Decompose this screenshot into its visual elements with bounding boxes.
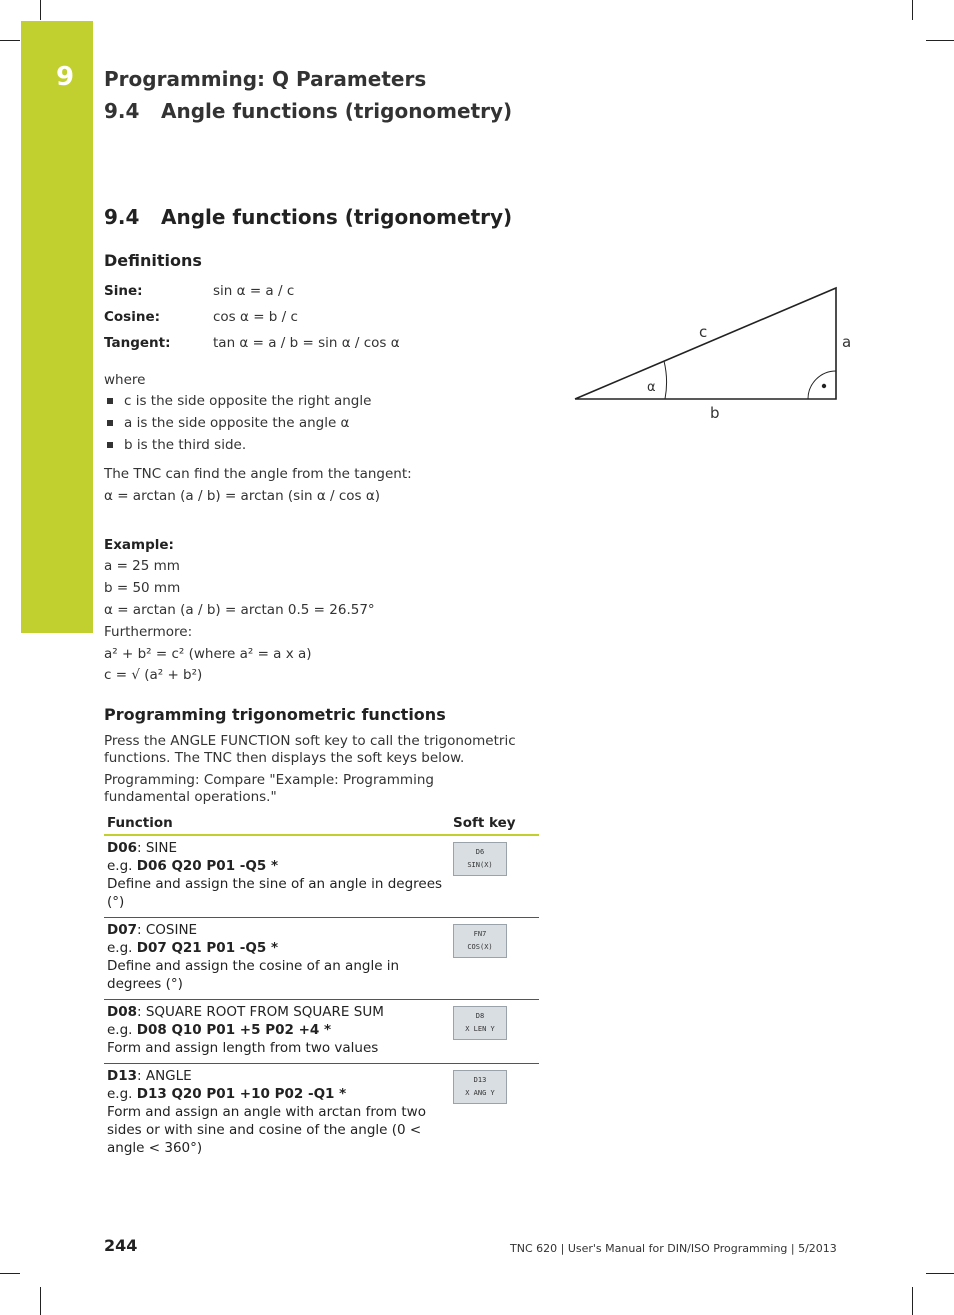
function-description: Form and assign an angle with arctan from two sides or with sine and cosine of the angle (0 < angle < 360°) (107, 1104, 426, 1156)
function-description: Form and assign length from two values (107, 1040, 379, 1056)
bullet-text: b is the third side. (124, 437, 247, 453)
function-description: Define and assign the sine of an angle in degrees (°) (107, 876, 443, 910)
function-example: D07 Q21 P01 -Q5 * (136, 940, 279, 956)
section-number: 9.4 (104, 205, 140, 229)
def-value-sine: sin α = a / c (213, 283, 295, 299)
function-name: : SQUARE ROOT FROM SQUARE SUM (137, 1004, 384, 1020)
function-name: : ANGLE (137, 1068, 192, 1084)
def-value-cosine: cos α = b / c (213, 309, 298, 325)
function-example: D08 Q10 P01 +5 P02 +4 * (136, 1022, 332, 1038)
table-row (104, 1000, 539, 1064)
bullet-marker (107, 442, 113, 448)
softkey-cell (450, 918, 539, 1000)
crop-mark (912, 0, 913, 20)
running-section-title: Angle functions (trigonometry) (161, 99, 513, 123)
softkey-line-2: X LEN Y (465, 1025, 495, 1033)
definitions-heading: Definitions (104, 251, 202, 270)
table-header-row (104, 813, 539, 835)
chapter-title: Programming: Q Parameters (104, 67, 427, 91)
softkey-square-root-sum[interactable] (453, 1006, 507, 1040)
page-number: 244 (104, 1236, 138, 1255)
crop-mark (40, 1287, 41, 1315)
def-value-tangent: tan α = a / b = sin α / cos α (213, 335, 400, 351)
functions-table (104, 813, 539, 1163)
triangle-diagram (560, 280, 860, 430)
example-line: α = arctan (a / b) = arctan 0.5 = 26.57° (104, 602, 375, 618)
softkey-cell (450, 835, 539, 918)
right-angle-dot (822, 384, 826, 388)
softkey-line-2: X ANG Y (465, 1089, 495, 1097)
crop-mark (926, 1273, 954, 1274)
softkey-cosine[interactable] (453, 924, 507, 958)
function-example: D13 Q20 P01 +10 P02 -Q1 * (136, 1086, 347, 1102)
function-code: D07 (107, 922, 137, 938)
section-title (104, 205, 512, 229)
crop-mark (912, 1287, 913, 1315)
label-a: a (842, 333, 852, 351)
bullet-text: c is the side opposite the right angle (124, 393, 372, 409)
eg-label: e.g. (107, 940, 137, 956)
softkey-line-1: D13 (473, 1076, 487, 1084)
crop-mark (0, 40, 20, 41)
label-c: c (699, 323, 708, 341)
softkey-line-1: D8 (475, 1012, 485, 1020)
function-code: D13 (107, 1068, 137, 1084)
tangent-formula: α = arctan (a / b) = arctan (sin α / cos α) (104, 488, 381, 504)
function-code: D06 (107, 840, 137, 856)
example-line: Furthermore: (104, 624, 193, 640)
function-cell (104, 1064, 450, 1164)
chapter-number: 9 (56, 62, 75, 92)
eg-label: e.g. (107, 1022, 137, 1038)
softkey-sine[interactable] (453, 842, 507, 876)
function-name: : COSINE (137, 922, 198, 938)
bullet-marker (107, 420, 113, 426)
def-label-cosine: Cosine: (104, 309, 161, 325)
angle-alpha-arc (664, 361, 667, 399)
softkey-cell (450, 1000, 539, 1064)
softkey-line-1: D6 (475, 848, 485, 856)
function-cell (104, 918, 450, 1000)
function-name: : SINE (137, 840, 178, 856)
section-title-text: Angle functions (trigonometry) (161, 205, 513, 229)
function-cell (104, 835, 450, 918)
crop-mark (926, 40, 954, 41)
function-code: D08 (107, 1004, 137, 1020)
col-header-function: Function (104, 813, 450, 835)
function-example: D06 Q20 P01 -Q5 * (136, 858, 279, 874)
example-line: c = √ (a² + b²) (104, 667, 203, 683)
tangent-intro: The TNC can find the angle from the tangent: (104, 466, 412, 482)
table-row (104, 1064, 539, 1164)
programming-para-1: Press the ANGLE FUNCTION soft key to call the trigonometric functions. The TNC then displays the soft keys below. (104, 733, 516, 766)
chapter-tab (21, 21, 93, 633)
running-section-number: 9.4 (104, 99, 140, 123)
function-description: Define and assign the cosine of an angle in degrees (°) (107, 958, 400, 992)
example-line: b = 50 mm (104, 580, 181, 596)
col-header-softkey: Soft key (450, 813, 539, 835)
example-line: a = 25 mm (104, 558, 180, 574)
crop-mark (40, 0, 41, 20)
table-row (104, 835, 539, 918)
table-row (104, 918, 539, 1000)
function-cell (104, 1000, 450, 1064)
example-line: a² + b² = c² (where a² = a x a) (104, 646, 312, 662)
softkey-line-1: FN7 (473, 930, 487, 938)
bullet-text: a is the side opposite the angle α (124, 415, 350, 431)
bullet-marker (107, 398, 113, 404)
eg-label: e.g. (107, 858, 137, 874)
eg-label: e.g. (107, 1086, 137, 1102)
def-label-sine: Sine: (104, 283, 143, 299)
example-heading: Example: (104, 537, 174, 553)
softkey-cell (450, 1064, 539, 1164)
where-text: where (104, 372, 146, 388)
right-angle-arc (808, 371, 836, 399)
softkey-angle[interactable] (453, 1070, 507, 1104)
def-label-tangent: Tangent: (104, 335, 171, 351)
softkey-line-2: COS(X) (467, 943, 493, 951)
programming-para-2: Programming: Compare "Example: Programming fundamental operations." (104, 772, 434, 805)
programming-heading: Programming trigonometric functions (104, 705, 446, 724)
triangle-outline (575, 288, 836, 399)
crop-mark (0, 1273, 20, 1274)
footer-text: TNC 620 | User's Manual for DIN/ISO Programming | 5/2013 (510, 1242, 837, 1255)
label-b: b (710, 404, 720, 422)
softkey-line-2: SIN(X) (467, 861, 493, 869)
running-section-header (104, 99, 512, 123)
label-alpha: α (647, 380, 656, 395)
